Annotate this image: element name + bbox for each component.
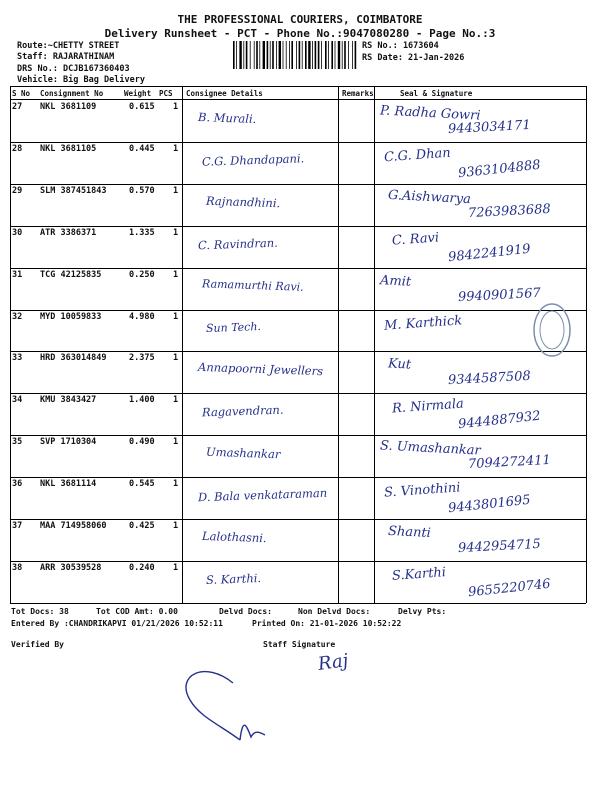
barcode-bar: [305, 41, 307, 69]
row-phone-hw: 9443801695: [447, 492, 532, 517]
row-pcs: 1: [173, 479, 179, 490]
row-phone-hw: 9442954715: [457, 536, 542, 557]
barcode-bar: [243, 41, 244, 69]
rs-date: RS Date: 21-Jan-2026: [362, 53, 465, 63]
row-sno: 37: [12, 521, 23, 531]
barcode-bar: [318, 41, 320, 69]
row-weight: 0.545: [129, 479, 155, 490]
row-phone-hw: 9344587508: [447, 369, 532, 389]
row-sno: 36: [12, 479, 23, 490]
row-signature-hw: Shanti: [387, 523, 432, 542]
barcode-bar: [335, 41, 336, 69]
row-consignee-hw: Sun Tech.: [205, 319, 262, 335]
row-signature-hw: M. Karthick: [383, 312, 463, 334]
barcode-bar: [276, 41, 277, 69]
barcode-bar: [325, 41, 327, 69]
row-phone-hw: 9444887932: [457, 409, 542, 433]
row-consignment: NKL 3681109: [40, 102, 97, 112]
col-seal-signature: Seal & Signature: [400, 89, 473, 98]
barcode-bar: [355, 41, 357, 69]
barcode-bar: [321, 41, 322, 69]
barcode-bar: [344, 41, 346, 69]
row-divider: [10, 561, 586, 562]
row-phone-hw: 9940901567: [457, 285, 542, 305]
row-signature-hw: C. Ravi: [391, 230, 440, 249]
col-consignment: Consignment No: [40, 89, 104, 98]
row-weight: 0.240: [129, 562, 155, 573]
barcode-bar: [272, 41, 274, 69]
barcode-bar: [348, 41, 349, 69]
barcode-bar: [267, 41, 269, 69]
barcode-bar: [315, 41, 317, 69]
row-phone-hw: 9363104888: [457, 157, 542, 182]
row-weight: 0.570: [129, 185, 155, 196]
row-pcs: 1: [173, 562, 179, 573]
row-sno: 38: [12, 562, 23, 573]
non-delivered-docs: Non Delvd Docs:: [298, 607, 371, 616]
row-weight: 1.400: [129, 395, 155, 406]
row-signature-hw: C.G. Dhan: [383, 145, 452, 166]
total-cod: Tot COD Amt: 0.00: [96, 607, 178, 616]
row-pcs: 1: [173, 311, 179, 322]
row-weight: 0.425: [129, 521, 155, 531]
row-sno: 28: [12, 143, 23, 154]
barcode-bar: [312, 41, 313, 69]
row-phone-hw: 9842241919: [447, 241, 532, 265]
row-weight: 0.490: [129, 437, 155, 448]
row-signature-hw: P. Radha Gowri: [379, 103, 481, 124]
company-title: THE PROFESSIONAL COURIERS, COIMBATORE: [177, 13, 423, 26]
barcode-bar: [286, 41, 287, 69]
row-phone-hw: 9443034171: [447, 117, 532, 138]
row-pcs: 1: [173, 353, 179, 364]
barcode-bar: [254, 41, 255, 69]
barcode-bar: [352, 41, 353, 69]
row-divider: [10, 184, 586, 185]
entered-by: Entered By :CHANDRIKAPVI 01/21/2026 10:52:11: [11, 619, 223, 628]
row-consignment: SVP 1710304: [40, 437, 97, 448]
row-weight: 0.445: [129, 143, 155, 154]
barcode-bar: [331, 41, 333, 69]
barcode-bar: [342, 41, 343, 69]
row-consignee-hw: Ramamurthi Ravi.: [201, 276, 304, 294]
row-weight: 0.250: [129, 269, 155, 280]
route-label: Route:~CHETTY STREET: [17, 41, 120, 51]
barcode-bar: [302, 41, 303, 69]
barcode-icon: [232, 41, 358, 71]
row-signature-hw: Kut: [387, 356, 412, 373]
barcode-bar: [308, 41, 310, 69]
vehicle-label: Vehicle: Big Bag Delivery: [17, 75, 145, 85]
row-consignment: MYD 10059833: [40, 311, 102, 322]
barcode-bar: [236, 41, 237, 69]
row-consignee-hw: S. Karthi.: [205, 570, 262, 587]
row-consignee-hw: C. Ravindran.: [197, 235, 279, 253]
barcode-bar: [250, 41, 251, 69]
row-phone-hw: 9655220746: [467, 576, 552, 601]
row-divider: [10, 310, 586, 311]
row-signature-hw: S. Vinothini: [383, 480, 461, 501]
row-pcs: 1: [173, 269, 179, 280]
row-consignee-hw: Umashankar: [205, 444, 281, 462]
barcode-bar: [279, 41, 281, 69]
row-consignment: SLM 387451843: [40, 185, 107, 196]
row-sno: 27: [12, 102, 23, 112]
delivery-points: Delvy Pts:: [398, 607, 447, 616]
row-sno: 35: [12, 437, 23, 448]
row-pcs: 1: [173, 185, 179, 196]
row-consignee-hw: Annapoorni Jewellers: [197, 360, 324, 379]
row-sno: 30: [12, 227, 23, 238]
row-divider: [10, 393, 586, 394]
col-remarks: Remarks: [342, 89, 374, 98]
barcode-bar: [233, 41, 235, 69]
barcode-bar: [283, 41, 284, 69]
col-sno: S No: [12, 89, 31, 98]
row-divider: [10, 142, 586, 143]
barcode-bar: [259, 41, 260, 69]
row-weight: 0.615: [129, 102, 155, 112]
row-consignment: ATR 3386371: [40, 227, 97, 238]
barcode-bar: [270, 41, 271, 69]
row-signature-hw: Amit: [379, 272, 412, 290]
barcode-bar: [263, 41, 265, 69]
row-consignee-hw: Rajnandhini.: [205, 193, 281, 211]
staff-label: Staff: RAJARATHINAM: [17, 52, 115, 62]
row-consignment: NKL 3681114: [40, 479, 97, 490]
barcode-bar: [246, 41, 248, 69]
row-signature-hw: S.Karthi: [391, 565, 447, 584]
row-pcs: 1: [173, 521, 179, 531]
row-divider: [10, 268, 586, 269]
row-consignment: MAA 714958060: [40, 521, 107, 531]
row-consignee-hw: Ragavendran.: [201, 402, 284, 420]
row-sno: 34: [12, 395, 23, 406]
verified-by-label: Verified By: [11, 640, 64, 649]
barcode-bar: [296, 41, 297, 69]
row-divider: [10, 477, 586, 478]
delivered-docs: Delvd Docs:: [219, 607, 272, 616]
barcode-bar: [299, 41, 301, 69]
row-weight: 4.980: [129, 311, 155, 322]
row-sno: 31: [12, 269, 23, 280]
row-sno: 29: [12, 185, 23, 196]
row-pcs: 1: [173, 227, 179, 238]
row-consignment: HRD 363014849: [40, 353, 107, 364]
row-divider: [10, 435, 586, 436]
row-consignment: NKL 3681105: [40, 143, 97, 154]
row-phone-hw: 7263983688: [467, 201, 552, 221]
barcode-bar: [291, 41, 293, 69]
total-docs: Tot Docs: 38: [11, 607, 69, 616]
row-signature-hw: S. Umashankar: [379, 438, 482, 459]
printed-on: Printed On: 21-01-2026 10:52:22: [252, 619, 402, 628]
rs-number: RS No.: 1673604: [362, 41, 439, 51]
row-pcs: 1: [173, 437, 179, 448]
row-consignee-hw: C.G. Dhandapani.: [201, 151, 305, 169]
barcode-bar: [239, 41, 241, 69]
col-weight: Weight: [124, 89, 152, 98]
row-consignee-hw: B. Murali.: [197, 109, 257, 127]
row-sno: 33: [12, 353, 23, 364]
row-consignment: KMU 3843427: [40, 395, 97, 406]
staff-signature-hw: Raj: [316, 649, 350, 676]
drs-number: DRS No.: DCJB167360403: [17, 64, 130, 74]
row-divider: [10, 351, 586, 352]
row-phone-hw: 7094272411: [467, 453, 552, 473]
row-consignment: TCG 42125835: [40, 269, 102, 280]
row-pcs: 1: [173, 102, 179, 112]
row-divider: [10, 226, 586, 227]
row-divider: [10, 519, 586, 520]
barcode-bar: [338, 41, 340, 69]
row-signature-hw: R. Nirmala: [391, 396, 465, 417]
row-consignee-hw: D. Bala venkataraman: [197, 485, 328, 505]
row-sno: 32: [12, 311, 23, 322]
runsheet-subtitle: Delivery Runsheet - PCT - Phone No.:9047080280 - Page No.:3: [104, 27, 496, 40]
row-weight: 1.335: [129, 227, 155, 238]
row-pcs: 1: [173, 143, 179, 154]
col-consignee: Consignee Details: [186, 89, 263, 98]
staff-signature-label: Staff Signature: [263, 640, 336, 649]
row-signature-hw: G.Aishwarya: [387, 187, 472, 207]
barcode-bar: [328, 41, 329, 69]
row-consignment: ARR 30539528: [40, 562, 102, 573]
barcode-bar: [289, 41, 290, 69]
delivery-stamp-icon: [528, 300, 572, 362]
row-consignee-hw: Lalothasni.: [201, 528, 267, 546]
barcode-bar: [256, 41, 258, 69]
row-pcs: 1: [173, 395, 179, 406]
verified-signature-icon: [165, 655, 285, 755]
row-weight: 2.375: [129, 353, 155, 364]
col-pcs: PCS: [159, 89, 173, 98]
